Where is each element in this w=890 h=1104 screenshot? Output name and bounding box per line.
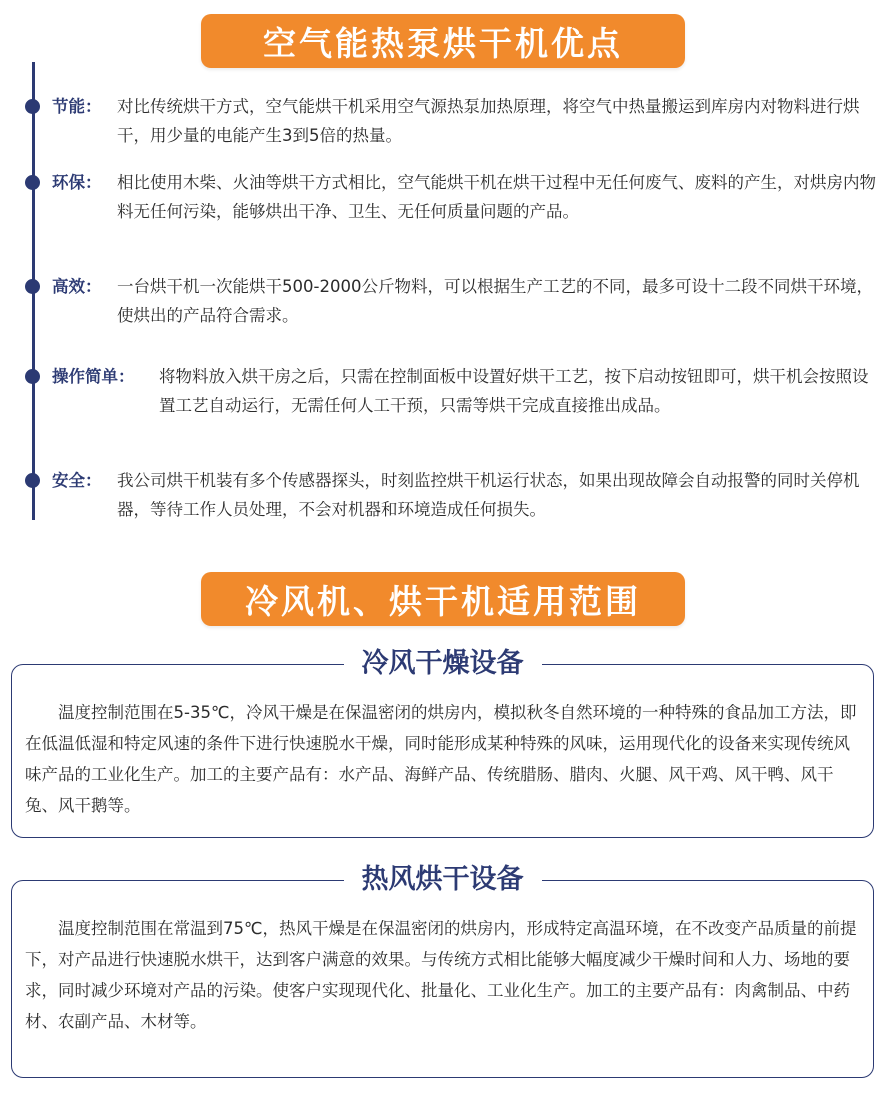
bullet-dot-icon xyxy=(25,473,40,488)
advantage-text: 将物料放入烘干房之后，只需在控制面板中设置好烘干工艺，按下启动按钮即可，烘干机会按照设置工艺自动运行，无需任何人工干预，只需等烘干完成直接推出成品。 xyxy=(159,367,869,415)
hot-air-drying-panel xyxy=(11,864,874,1078)
bullet-dot-icon xyxy=(25,279,40,294)
advantage-label: 安全： xyxy=(52,471,102,490)
advantage-label: 操作简单： xyxy=(52,367,135,386)
cold-air-drying-panel xyxy=(11,648,874,838)
advantage-text: 一台烘干机一次能烘干500-2000公斤物料，可以根据生产工艺的不同，最多可设十二段不同烘干环境，使烘出的产品符合需求。 xyxy=(117,277,873,325)
bullet-dot-icon xyxy=(25,175,40,190)
applications-banner xyxy=(201,572,685,626)
bullet-dot-icon xyxy=(25,369,40,384)
panel-title: 冷风干燥设备 xyxy=(344,645,542,683)
advantage-label: 高效： xyxy=(52,277,102,296)
panel-body: 温度控制范围在5-35℃，冷风干燥是在保温密闭的烘房内，模拟秋冬自然环境的一种特殊的食品加工方法，即在低温低湿和特定风速的条件下进行快速脱水干燥，同时能形成某种特殊的风味，运用现代化的设备来实现传统风味产品的工业化生产。加工的主要产品有：水产品、海鲜产品、传统腊肠、腊肉、火腿、风干鸡、风干鸭、风干兔、风干鹅等。 xyxy=(25,703,857,815)
advantage-text: 对比传统烘干方式，空气能烘干机采用空气源热泵加热原理，将空气中热量搬运到库房内对物料进行烘干，用少量的电能产生3到5倍的热量。 xyxy=(117,97,860,145)
advantage-label: 环保： xyxy=(52,173,102,192)
bullet-dot-icon xyxy=(25,99,40,114)
advantages-banner xyxy=(201,14,685,68)
panel-title: 热风烘干设备 xyxy=(344,861,542,899)
applications-title: 冷风机、烘干机适用范围 xyxy=(245,581,641,621)
panel-body: 温度控制范围在常温到75℃，热风干燥是在保温密闭的烘房内，形成特定高温环境，在不改变产品质量的前提下，对产品进行快速脱水烘干，达到客户满意的效果。与传统方式相比能够大幅度减少干燥时间和人力、场地的要求，同时减少环境对产品的污染。使客户实现现代化、批量化、工业化生产。加工的主要产品有：肉禽制品、中药材、农副产品、木材等。 xyxy=(25,919,857,1031)
advantage-label: 节能： xyxy=(52,97,102,116)
advantage-text: 我公司烘干机装有多个传感器探头，时刻监控烘干机运行状态，如果出现故障会自动报警的同时关停机器，等待工作人员处理，不会对机器和环境造成任何损失。 xyxy=(117,471,860,519)
advantages-title: 空气能热泵烘干机优点 xyxy=(263,23,623,63)
advantage-text: 相比使用木柴、火油等烘干方式相比，空气能烘干机在烘干过程中无任何废气、废料的产生，对烘房内物料无任何污染，能够烘出干净、卫生、无任何质量问题的产品。 xyxy=(117,173,876,221)
